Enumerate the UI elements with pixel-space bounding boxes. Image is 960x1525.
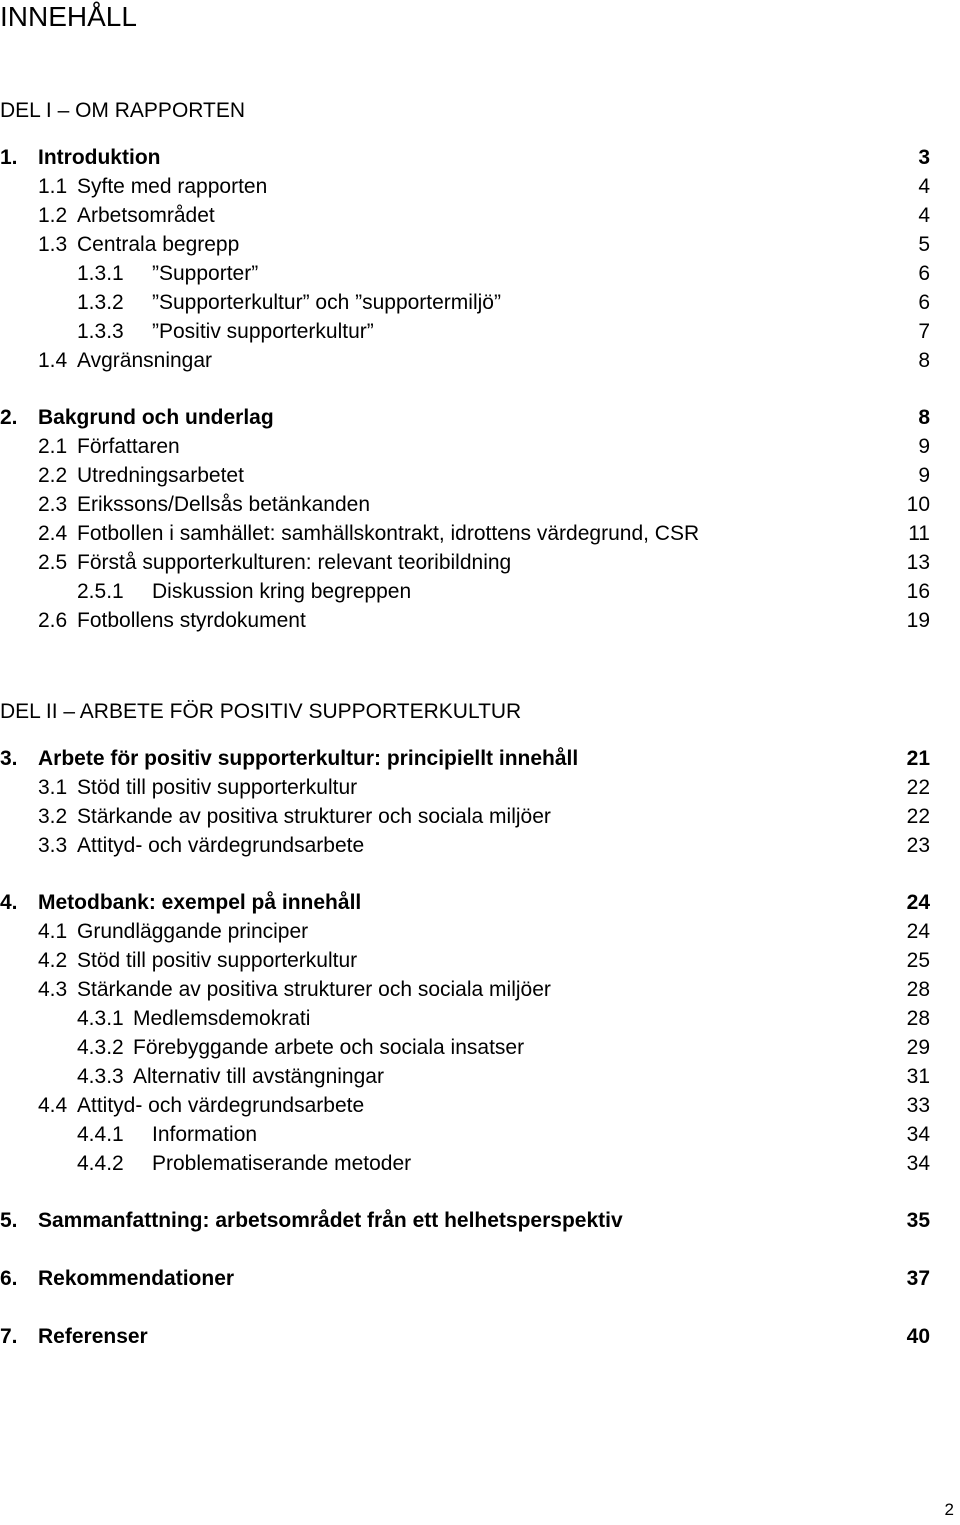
- toc-entry-page: 4: [918, 175, 930, 198]
- toc-entry-page: 34: [906, 1123, 930, 1146]
- toc-entry-page: 37: [906, 1267, 930, 1290]
- toc-entry-page: 22: [906, 805, 930, 828]
- toc-entry: [0, 1151, 960, 1177]
- toc-entry-text: Introduktion: [38, 146, 161, 169]
- toc-entry-page: 5: [918, 233, 930, 256]
- toc-entry: [0, 261, 960, 287]
- toc-entry: [0, 232, 960, 258]
- toc-entry: [0, 145, 960, 171]
- toc-entry: [0, 1006, 960, 1032]
- toc-entry-page: 22: [906, 776, 930, 799]
- toc-entry-number: 4.3: [38, 978, 68, 1001]
- toc-entry: [0, 608, 960, 634]
- toc-entry-number: 4.4: [38, 1094, 68, 1117]
- toc-entry-page: 4: [918, 204, 930, 227]
- toc-entry-text: Stöd till positiv supporterkultur: [77, 776, 358, 799]
- toc-entry-number: 2.3: [38, 493, 68, 516]
- toc-entry: [0, 1064, 960, 1090]
- toc-entry-number: 4.4.2: [77, 1152, 124, 1175]
- toc-entry: [0, 890, 960, 916]
- toc-entry: [0, 775, 960, 801]
- toc-entry-text: Författaren: [77, 435, 180, 458]
- toc-entry-number: 4.4.1: [77, 1123, 124, 1146]
- toc-entry-number: 1.3.3: [77, 320, 124, 343]
- toc-part-heading-2: DEL II – ARBETE FÖR POSITIV SUPPORTERKULTUR: [0, 700, 522, 723]
- toc-entry-text: Diskussion kring begreppen: [152, 580, 412, 603]
- toc-entry-page: 34: [906, 1152, 930, 1175]
- toc-entry: [0, 492, 960, 518]
- toc-entry-text: Alternativ till avstängningar: [133, 1065, 384, 1088]
- toc-entry-text: Attityd- och värdegrundsarbete: [77, 1094, 365, 1117]
- toc-entry-text: Attityd- och värdegrundsarbete: [77, 834, 365, 857]
- toc-entry-number: 4.2: [38, 949, 68, 972]
- page-title: INNEHÅLL: [0, 1, 137, 32]
- toc-entry-text: Förebyggande arbete och sociala insatser: [133, 1036, 525, 1059]
- toc-entry-text: Stärkande av positiva strukturer och sociala miljöer: [77, 805, 551, 828]
- toc-entry-page: 13: [906, 551, 930, 574]
- toc-entry-page: 23: [906, 834, 930, 857]
- toc-entry-page: 8: [918, 406, 930, 429]
- toc-entry-number: 3.3: [38, 834, 68, 857]
- toc-entry-text: Centrala begrepp: [77, 233, 240, 256]
- toc-entry-page: 7: [918, 320, 930, 343]
- toc-entry: [0, 1208, 960, 1234]
- toc-entry-number: 3.2: [38, 805, 68, 828]
- toc-entry-number: 4.3.2: [77, 1036, 124, 1059]
- toc-entry-page: 35: [906, 1209, 930, 1232]
- toc-part-heading-1: DEL I – OM RAPPORTEN: [0, 99, 246, 122]
- toc-entry-number: 1.4: [38, 349, 68, 372]
- toc-entry-text: Fotbollen i samhället: samhällskontrakt, idrottens värdegrund, CSR: [77, 522, 700, 545]
- toc-entry-text: Arbetsområdet: [77, 204, 215, 227]
- toc-entry-text: ”Supporterkultur” och ”supportermiljö”: [152, 291, 501, 314]
- toc-entry: [0, 746, 960, 772]
- toc-entry-text: Arbete för positiv supporterkultur: principiellt innehåll: [38, 747, 579, 770]
- toc-entry-number: 4.1: [38, 920, 68, 943]
- toc-entry: [0, 1122, 960, 1148]
- toc-entry-page: 40: [906, 1325, 930, 1348]
- toc-entry: [0, 319, 960, 345]
- toc-entry-number: 2.4: [38, 522, 68, 545]
- toc-entry-page: 9: [918, 435, 930, 458]
- toc-entry-number: 2.: [0, 406, 18, 429]
- toc-entry-number: 6.: [0, 1267, 18, 1290]
- toc-entry-number: 3.1: [38, 776, 68, 799]
- toc-entry-number: 3.: [0, 747, 18, 770]
- toc-entry-page: 28: [906, 1007, 930, 1030]
- toc-entry-number: 1.3.1: [77, 262, 124, 285]
- toc-entry: [0, 521, 960, 547]
- toc-entry: [0, 463, 960, 489]
- toc-entry-page: 19: [906, 609, 930, 632]
- toc-entry-page: 24: [906, 920, 930, 943]
- toc-entry-number: 2.1: [38, 435, 68, 458]
- toc-entry: [0, 948, 960, 974]
- toc-entry-number: 1.: [0, 146, 18, 169]
- toc-entry-page: 29: [906, 1036, 930, 1059]
- toc-entry: [0, 579, 960, 605]
- toc-entry-number: 2.5: [38, 551, 68, 574]
- toc-entry: [0, 833, 960, 859]
- toc-entry-number: 1.2: [38, 204, 68, 227]
- toc-entry-text: Sammanfattning: arbetsområdet från ett helhetsperspektiv: [38, 1209, 623, 1232]
- toc-entry-page: 21: [906, 747, 930, 770]
- toc-entry: [0, 174, 960, 200]
- toc-entry-page: 24: [906, 891, 930, 914]
- toc-entry-page: 10: [906, 493, 930, 516]
- toc-entry-number: 1.3: [38, 233, 68, 256]
- toc-entry: [0, 919, 960, 945]
- toc-entry-number: 4.3.1: [77, 1007, 124, 1030]
- toc-entry-text: Stöd till positiv supporterkultur: [77, 949, 358, 972]
- toc-entry-text: Syfte med rapporten: [77, 175, 268, 198]
- toc-entry-number: 2.2: [38, 464, 68, 487]
- toc-entry: [0, 550, 960, 576]
- toc-entry-page: 33: [906, 1094, 930, 1117]
- toc-entry-text: ”Supporter”: [152, 262, 259, 285]
- toc-entry-number: 4.: [0, 891, 18, 914]
- toc-entry-text: Rekommendationer: [38, 1267, 235, 1290]
- toc-entry: [0, 348, 960, 374]
- toc-entry-text: Metodbank: exempel på innehåll: [38, 891, 362, 914]
- toc-entry-text: Problematiserande metoder: [152, 1152, 412, 1175]
- toc-entry-text: Medlemsdemokrati: [133, 1007, 311, 1030]
- toc-entry-page: 8: [918, 349, 930, 372]
- toc-entry-text: Information: [152, 1123, 258, 1146]
- toc-entry-page: 28: [906, 978, 930, 1001]
- toc-entry-text: Fotbollens styrdokument: [77, 609, 306, 632]
- toc-entry-text: Erikssons/Dellsås betänkanden: [77, 493, 370, 516]
- toc-entry-page: 11: [908, 522, 930, 545]
- toc-entry: [0, 1266, 960, 1292]
- toc-entry: [0, 405, 960, 431]
- toc-entry-number: 1.3.2: [77, 291, 124, 314]
- toc-entry-page: 6: [918, 262, 930, 285]
- toc-entry-page: 16: [906, 580, 930, 603]
- toc-entry-text: ”Positiv supporterkultur”: [152, 320, 374, 343]
- toc-entry-number: 1.1: [38, 175, 68, 198]
- toc-entry: [0, 977, 960, 1003]
- toc-entry-number: 2.6: [38, 609, 68, 632]
- toc-entry-number: 4.3.3: [77, 1065, 124, 1088]
- toc-entry-text: Referenser: [38, 1325, 148, 1348]
- toc-entry: [0, 434, 960, 460]
- toc-entry: [0, 1093, 960, 1119]
- toc-entry-page: 6: [918, 291, 930, 314]
- page-number: 2: [944, 1500, 954, 1519]
- toc-entry-text: Avgränsningar: [77, 349, 213, 372]
- toc-entry-page: 31: [906, 1065, 930, 1088]
- toc-entry: [0, 804, 960, 830]
- toc-entry: [0, 1035, 960, 1061]
- toc-entry-page: 9: [918, 464, 930, 487]
- toc-entry-number: 7.: [0, 1325, 18, 1348]
- toc-entry-page: 3: [918, 146, 930, 169]
- toc-entry-text: Förstå supporterkulturen: relevant teoribildning: [77, 551, 512, 574]
- toc-entry-number: 5.: [0, 1209, 18, 1232]
- toc-entry-text: Grundläggande principer: [77, 920, 309, 943]
- toc-entry-text: Bakgrund och underlag: [38, 406, 274, 429]
- toc-entry: [0, 1324, 960, 1350]
- toc-entry-text: Utredningsarbetet: [77, 464, 244, 487]
- toc-entry-number: 2.5.1: [77, 580, 124, 603]
- toc-entry: [0, 203, 960, 229]
- toc-entry: [0, 290, 960, 316]
- toc-entry-text: Stärkande av positiva strukturer och sociala miljöer: [77, 978, 551, 1001]
- toc-entry-page: 25: [906, 949, 930, 972]
